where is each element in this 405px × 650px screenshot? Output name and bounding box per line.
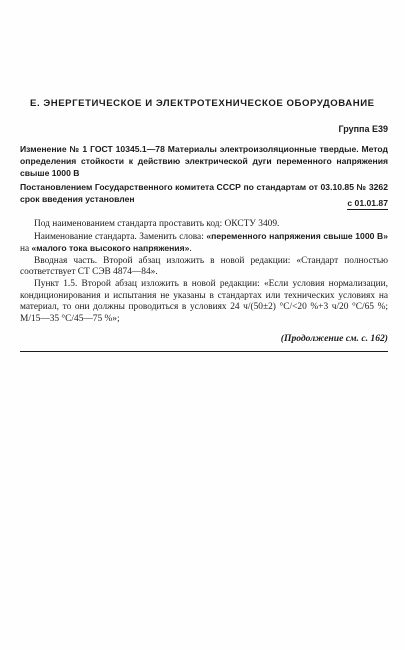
paragraph-name-lead: Наименование стандарта. Заменить слова: — [34, 231, 207, 242]
decree-text: Постановлением Государственного комитета СССР по стандартам от 03.10.85 № 3262 срок введения установлен — [20, 182, 388, 204]
paragraph-intro: Вводная часть. Второй абзац изложить в новой редакции: «Стандарт полностью соответствует СТ СЭВ 4874—84». — [20, 255, 388, 278]
divider-line — [20, 351, 388, 352]
effective-date: с 01.01.87 — [347, 198, 388, 208]
paragraph-name-new-words: «малого тока высокого напряжения» — [31, 243, 190, 254]
body-text — [20, 219, 388, 325]
section-title: Е. ЭНЕРГЕТИЧЕСКОЕ И ЭЛЕКТРОТЕХНИЧЕСКОЕ ОБОРУДОВАНИЕ — [30, 98, 375, 109]
paragraph-name-old-words: «переменного напряжения свыше 1000 В» — [206, 230, 388, 241]
paragraph-standard-name — [20, 231, 388, 256]
paragraph-okstu: Под наименованием стандарта проставить код: ОКСТУ 3409. — [34, 219, 280, 229]
paragraph-name-end: . — [189, 244, 192, 255]
change-header: Изменение № 1 ГОСТ 10345.1—78 Материалы электроизоляционные твердые. Метод определения стойкости к действию электрической дуги переменного напряжения свыше 1000 В — [20, 144, 388, 178]
continuation-note: (Продолжение см. с. 162) — [280, 333, 388, 344]
paragraph-name-middle: на — [20, 244, 32, 255]
paragraph-item-1-5: Пункт 1.5. Второй абзац изложить в новой редакции: «Если условия нормализации, кондиционирования и испытания не указаны в стандартах или технических условиях на материал, то они должны проводиться в условиях 24 ч/(50±2) °С/<20 %+3 ч/20 °С/65 %; М/15—35 °С/45—75 %»; — [20, 278, 388, 324]
group-label: Группа Е39 — [338, 124, 388, 134]
